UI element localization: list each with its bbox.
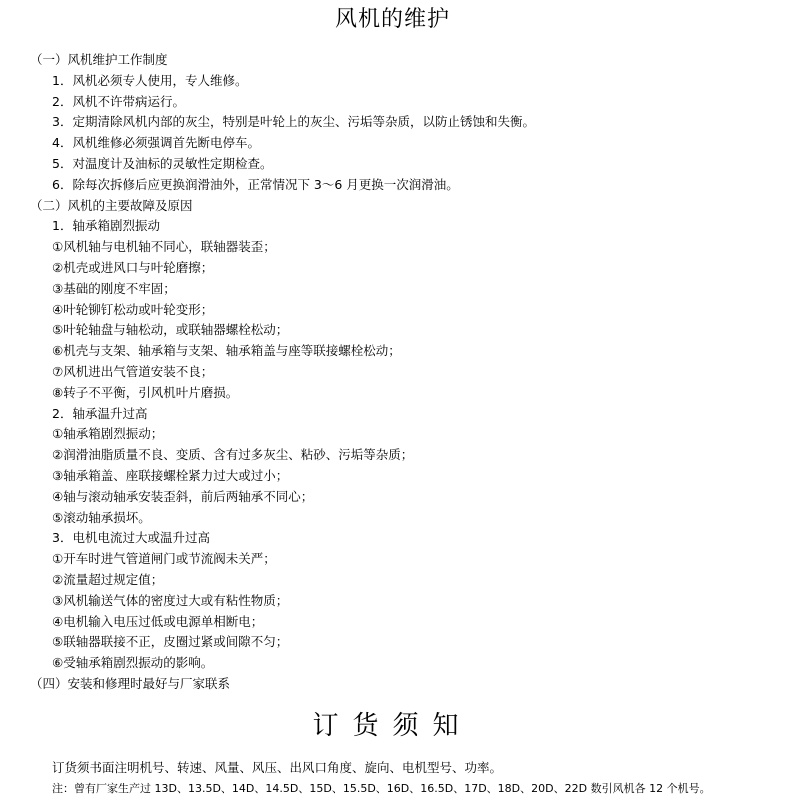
order-notice-note: 注：曾有厂家生产过 13D、13.5D、14D、14.5D、15D、15.5D、16D、16.5D、17D、18D、20D、22D 数引风机各 12 个机号。 — [52, 782, 711, 795]
fault-cause: ①轴承箱剧烈振动； — [52, 426, 164, 442]
fault-cause: ①开车时进气管道闸门或节流阀未关严； — [52, 551, 276, 567]
list-item: 5．对温度计及油标的灵敏性定期检查。 — [52, 155, 273, 171]
section-heading: （二）风机的主要故障及原因 — [30, 197, 193, 213]
fault-cause: ③轴承箱盖、座联接螺栓紧力过大或过小； — [52, 467, 289, 483]
list-item: 4．风机维修必须强调首先断电停车。 — [52, 135, 260, 151]
fault-group-title: 3．电机电流过大或温升过高 — [52, 530, 210, 546]
fault-cause: ⑥受轴承箱剧烈振动的影响。 — [52, 655, 214, 671]
fault-cause: ④电机输入电压过低或电源单相断电； — [52, 613, 264, 629]
fault-cause: ②流量超过规定值； — [52, 571, 164, 587]
fault-cause: ④轴与滚动轴承安装歪斜，前后两轴承不同心； — [52, 488, 314, 504]
section-heading: （一）风机维护工作制度 — [30, 52, 168, 67]
fault-group-title: 2．轴承温升过高 — [52, 405, 148, 421]
section-heading: （四）安装和修理时最好与厂家联系 — [30, 675, 231, 691]
fault-cause: ⑤滚动轴承损坏。 — [52, 509, 151, 525]
list-item: 3．定期清除风机内部的灰尘，特别是叶轮上的灰尘、污垢等杂质，以防止锈蚀和失衡。 — [52, 114, 535, 130]
list-item: 1．风机必须专人使用，专人维修。 — [52, 72, 248, 88]
fault-cause: ⑦风机进出气管道安装不良； — [52, 363, 214, 379]
order-notice-text: 订货须书面注明机号、转速、风量、风压、出风口角度、旋向、电机型号、功率。 — [52, 760, 503, 775]
fault-cause: ⑤联轴器联接不正，皮圈过紧或间隙不匀； — [52, 634, 289, 650]
fault-cause: ③基础的刚度不牢固； — [52, 280, 176, 296]
fault-cause: ②润滑油脂质量不良、变质、含有过多灰尘、粘砂、污垢等杂质； — [52, 447, 414, 463]
list-item: 2．风机不许带病运行。 — [52, 93, 185, 109]
order-notice-title: 订货须知 — [312, 711, 473, 741]
fault-cause: ⑧转子不平衡，引风机叶片磨损。 — [52, 384, 239, 400]
fault-cause: ③风机输送气体的密度过大或有粘性物质； — [52, 592, 289, 608]
fault-cause: ①风机轴与电机轴不同心，联轴器装歪； — [52, 239, 276, 255]
list-item: 6．除每次拆修后应更换润滑油外，正常情况下 3～6 月更换一次润滑油。 — [52, 176, 459, 192]
page-title: 风机的维护 — [334, 7, 450, 32]
fault-group-title: 1．轴承箱剧烈振动 — [52, 218, 160, 234]
fault-cause: ④叶轮铆钉松动或叶轮变形； — [52, 301, 214, 317]
maintenance-content — [0, 50, 785, 695]
fault-cause: ⑥机壳与支架、轴承箱与支架、轴承箱盖与座等联接螺栓松动； — [52, 343, 401, 359]
fault-cause: ②机壳或进风口与叶轮磨擦； — [52, 259, 214, 275]
fault-cause: ⑤叶轮轴盘与轴松动，或联轴器螺栓松动； — [52, 322, 289, 338]
